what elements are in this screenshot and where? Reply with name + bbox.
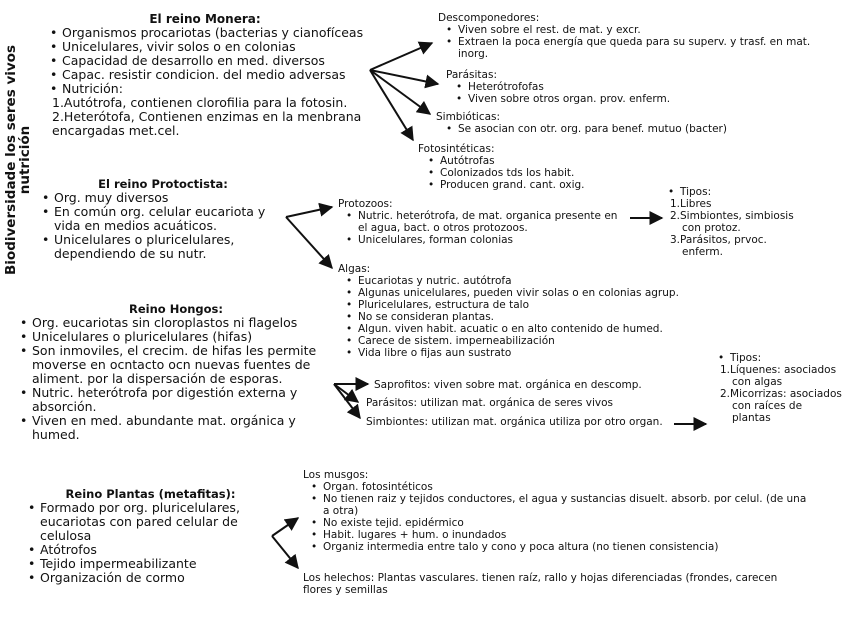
- list-item: 3.Parásitos, prvoc. enferm.: [670, 234, 767, 258]
- list-item: • Capacidad de desarrollo en med. diversos: [50, 54, 370, 68]
- musgos-list: [311, 481, 808, 553]
- simbioticas-list: [446, 123, 836, 135]
- list-item: • En común org. celular eucariota y vida en medios acuáticos.: [42, 205, 288, 233]
- list-item: • Habit. lugares + hum. o inundados: [311, 529, 808, 541]
- arrow-plantas-helechos: [272, 536, 298, 568]
- list-item: • No tienen raiz y tejidos conductores, el agua y sustancias disuelt. absorb. por celul. (de una a otra): [311, 493, 808, 517]
- list-item: • Viven sobre el rest. de mat. y excr.: [446, 24, 843, 36]
- list-item: • Nutric. heterótrofa por digestión externa y absorción.: [20, 386, 332, 414]
- list-item: • Unicelulares o pluricelulares, dependiendo de su nutr.: [42, 233, 288, 261]
- list-item: • Organización de cormo: [28, 571, 273, 585]
- list-item: • Nutric. heterótrofa, de mat. organica presente en el agua, bact. o otros protozoos.: [346, 210, 630, 234]
- algas-block: [338, 263, 743, 359]
- hongos-tipos-label-list: [718, 352, 843, 364]
- simbiontes-text: Simbiontes: utilizan mat. orgánica utiliza por otro organ.: [366, 416, 663, 428]
- musgos-block: [303, 469, 808, 553]
- list-item: • Unicelulares, forman colonias: [346, 234, 630, 246]
- parasitas-label: Parásitas:: [446, 69, 497, 81]
- vertical-title-line2: nutrición: [17, 125, 33, 195]
- vertical-title-line1: Biodiversidade los seres vivos: [3, 45, 19, 275]
- list-item: • Extraen la poca energía que queda para su superv. y trasf. en mat. inorg.: [446, 36, 843, 60]
- hongos-list: [20, 316, 332, 442]
- descomponedores-list: [446, 24, 843, 60]
- plantas-title: Reino Plantas (metafitas):: [65, 487, 236, 501]
- arrow-monera-fotosinteticas: [370, 70, 413, 140]
- parasitas-list: [456, 81, 836, 105]
- helechos-text: Los helechos: Plantas vasculares. tienen raíz, rallo y hojas diferenciadas (frondes, carecen flores y semillas: [303, 572, 778, 596]
- protozoos-tipos-list: [670, 198, 798, 258]
- list-item: 2.Micorrizas: asociados con raíces de plantas: [720, 388, 842, 424]
- list-item: • Pluricelulares, estructura de talo: [346, 299, 743, 311]
- list-item: 2.Heterótofa, Contienen enzimas en la menbrana encargadas met.cel.: [52, 109, 362, 138]
- list-item: 1.Libres: [670, 198, 712, 210]
- plantas-section: [28, 487, 273, 585]
- fotosinteticas-list: [428, 155, 678, 191]
- simbioticas-block: [436, 111, 836, 135]
- tipos-label: • Tipos:: [718, 352, 843, 364]
- list-item: • Tejido impermeabilizante: [28, 557, 273, 571]
- list-item: • Atótrofos: [28, 543, 273, 557]
- fotosinteticas-block: [418, 143, 678, 191]
- monera-title: El reino Monera:: [149, 12, 261, 26]
- list-item: • Autótrofas: [428, 155, 678, 167]
- list-item: • Organismos procariotas (bacterias y cianofíceas: [50, 26, 370, 40]
- protoctista-section: [38, 177, 288, 261]
- list-item: • Unicelulares, vivir solos o en colonias: [50, 40, 370, 54]
- protozoos-block: [338, 198, 630, 246]
- protozoos-list: [346, 210, 630, 246]
- list-item: • Formado por org. pluricelulares, eucariotas con pared celular de celulosa: [28, 501, 273, 543]
- list-item: • Eucariotas y nutric. autótrofa: [346, 275, 743, 287]
- monera-section: [40, 12, 370, 138]
- simbioticas-label: Simbióticas:: [436, 111, 501, 123]
- monera-nutrition-list: [52, 96, 370, 138]
- list-item: • Se asocian con otr. org. para benef. mutuo (bacter): [446, 123, 836, 135]
- list-item: 1.Líquenes: asociados con algas: [720, 364, 837, 388]
- list-item: • Algun. viven habit. acuatic o en alto contenido de humed.: [346, 323, 743, 335]
- list-item: • Organ. fotosintéticos: [311, 481, 808, 493]
- list-item: • Carece de sistem. imperneabilización: [346, 335, 743, 347]
- hongos-title: Reino Hongos:: [129, 302, 223, 316]
- descomponedores-block: [438, 12, 843, 60]
- list-item: • Viven sobre otros organ. prov. enferm.: [456, 93, 836, 105]
- musgos-label: Los musgos:: [303, 469, 369, 481]
- list-item: • No se consideran plantas.: [346, 311, 743, 323]
- protoctista-list: [42, 191, 288, 261]
- list-item: • Nutrición:: [50, 82, 370, 96]
- descomponedores-label: Descomponedores:: [438, 12, 540, 24]
- saprofitos-text: Saprofitos: viven sobre mat. orgánica en descomp.: [374, 379, 642, 391]
- parasitos-text: Parásitos: utilizan mat. orgánica de seres vivos: [366, 397, 613, 409]
- arrow-plantas-musgos: [272, 518, 298, 536]
- protozoos-tipos-label-list: [668, 186, 798, 198]
- parasitas-block: [446, 69, 836, 105]
- list-item: 2.Simbiontes, simbiosis con protoz.: [670, 210, 794, 234]
- list-item: • Heterótrofofas: [456, 81, 836, 93]
- list-item: • Unicelulares o pluricelulares (hifas): [20, 330, 332, 344]
- list-item: • Viven en med. abundante mat. orgánica y humed.: [20, 414, 332, 442]
- algas-list: [346, 275, 743, 359]
- list-item: • Org. eucariotas sin cloroplastos ni flagelos: [20, 316, 332, 330]
- list-item: • Son inmoviles, el crecim. de hifas les permite moverse en ocntacto ocn nuevas fuentes de aliment. por la dispersación de esporas.: [20, 344, 332, 386]
- arrow-protoctista-protozoos: [286, 207, 332, 217]
- list-item: • Algunas unicelulares, pueden vivir solas o en colonias agrup.: [346, 287, 743, 299]
- algas-label: Algas:: [338, 263, 371, 275]
- list-item: 1.Autótrofa, contienen clorofilia para la fotosin.: [52, 95, 348, 110]
- hongos-section: [20, 302, 332, 442]
- plantas-list: [28, 501, 273, 585]
- hongos-tipos-list: [720, 364, 843, 424]
- protozoos-tipos-block: [668, 186, 798, 258]
- arrow-monera-descomponedores: [370, 43, 432, 70]
- hongos-tipos-block: [718, 352, 843, 424]
- list-item: • Org. muy diversos: [42, 191, 288, 205]
- list-item: • Vida libre o fijas aun sustrato: [346, 347, 743, 359]
- arrow-protoctista-algas: [286, 217, 332, 268]
- fotosinteticas-label: Fotosintéticas:: [418, 143, 495, 155]
- protozoos-label: Protozoos:: [338, 198, 393, 210]
- list-item: • Capac. resistir condicion. del medio adversas: [50, 68, 370, 82]
- list-item: • No existe tejid. epidérmico: [311, 517, 808, 529]
- list-item: • Organiz intermedia entre talo y cono y poca altura (no tienen consistencia): [311, 541, 808, 553]
- protoctista-title: El reino Protoctista:: [98, 177, 228, 191]
- tipos-label: • Tipos:: [668, 186, 798, 198]
- list-item: • Producen grand. cant. oxig.: [428, 179, 678, 191]
- monera-list: [50, 26, 370, 96]
- list-item: • Colonizados tds los habit.: [428, 167, 678, 179]
